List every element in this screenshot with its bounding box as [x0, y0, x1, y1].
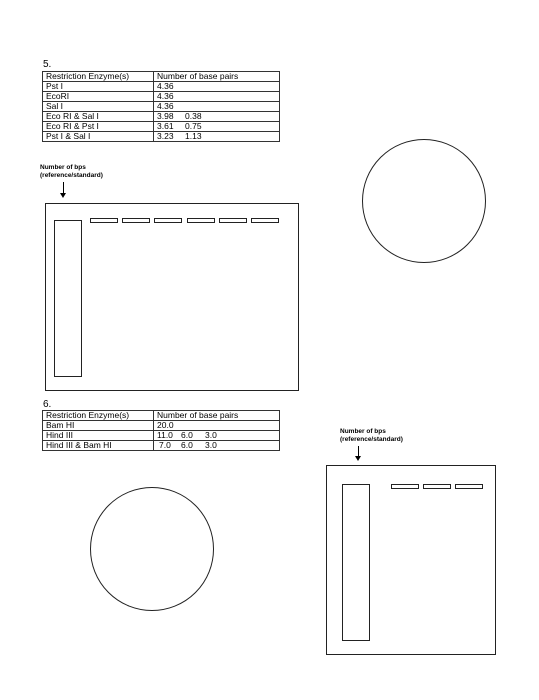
values-cell — [154, 112, 280, 122]
value: 4.36 — [157, 91, 174, 101]
enzyme-cell: Sal I — [43, 102, 154, 112]
enzyme-cell: Hind III — [43, 431, 154, 441]
value: 3.0 — [205, 430, 217, 440]
value: 0.75 — [185, 121, 202, 131]
values-cell — [154, 122, 280, 132]
question-5-number: 5. — [43, 59, 52, 70]
table-row — [43, 132, 280, 142]
q6-gel-drawing-area[interactable] — [326, 465, 496, 655]
values-cell — [154, 132, 280, 142]
value: 20.0 — [157, 420, 174, 430]
value: 0.38 — [185, 111, 202, 121]
enzyme-cell: Eco RI & Sal I — [43, 112, 154, 122]
table-row — [43, 112, 280, 122]
enzyme-cell: Pst I — [43, 82, 154, 92]
ladder-note-line2: (reference/standard) — [340, 436, 403, 443]
gel-well — [187, 218, 215, 223]
enzyme-cell: Pst I & Sal I — [43, 132, 154, 142]
table-row — [43, 92, 280, 102]
table-row — [43, 421, 280, 431]
gel-well — [391, 484, 419, 489]
table-header-row — [43, 72, 280, 82]
gel-well — [423, 484, 451, 489]
gel-well — [219, 218, 247, 223]
enzyme-cell: Bam HI — [43, 421, 154, 431]
value: 3.98 — [157, 111, 174, 121]
question-6-number: 6. — [43, 399, 52, 410]
enzyme-cell: EcoRI — [43, 92, 154, 102]
q6-enzyme-table — [42, 410, 280, 451]
arrow-head-icon — [355, 456, 361, 461]
arrow-head-icon — [60, 193, 66, 198]
gel-well — [122, 218, 150, 223]
values-cell — [154, 82, 280, 92]
header-enzyme: Restriction Enzyme(s) — [43, 411, 154, 421]
values-cell — [154, 441, 280, 451]
values-cell — [154, 431, 280, 441]
ladder-lane — [54, 220, 82, 377]
table-row — [43, 441, 280, 451]
values-cell — [154, 421, 280, 431]
gel-well — [251, 218, 279, 223]
q6-plasmid-map-circle[interactable] — [90, 487, 214, 611]
enzyme-cell: Hind III & Bam HI — [43, 441, 154, 451]
ladder-lane — [342, 484, 370, 641]
ladder-note-line2: (reference/standard) — [40, 172, 103, 179]
enzyme-cell: Eco RI & Pst I — [43, 122, 154, 132]
table-row — [43, 102, 280, 112]
header-base-pairs: Number of base pairs — [154, 411, 280, 421]
ladder-note-line1: Number of bps — [40, 164, 86, 171]
table-row — [43, 431, 280, 441]
q5-enzyme-table — [42, 71, 280, 142]
values-cell — [154, 102, 280, 112]
table-row — [43, 82, 280, 92]
q5-plasmid-map-circle[interactable] — [362, 139, 486, 263]
ladder-note-line1: Number of bps — [340, 428, 386, 435]
value: 3.61 — [157, 121, 174, 131]
value: 6.0 — [181, 440, 193, 450]
table-row — [43, 122, 280, 132]
q6-ladder-note — [340, 428, 403, 444]
header-enzyme: Restriction Enzyme(s) — [43, 72, 154, 82]
values-cell — [154, 92, 280, 102]
gel-well — [90, 218, 118, 223]
value: 1.13 — [185, 131, 202, 141]
q5-ladder-note — [40, 164, 103, 180]
gel-well — [154, 218, 182, 223]
q5-gel-drawing-area[interactable] — [45, 203, 299, 391]
gel-well — [455, 484, 483, 489]
table-header-row — [43, 411, 280, 421]
value: 4.36 — [157, 101, 174, 111]
value: 3.0 — [205, 440, 217, 450]
value: 6.0 — [181, 430, 193, 440]
value: 4.36 — [157, 81, 174, 91]
value: 11.0 — [157, 430, 173, 440]
header-base-pairs: Number of base pairs — [154, 72, 280, 82]
value: 3.23 — [157, 131, 174, 141]
value: 7.0 — [159, 440, 171, 450]
